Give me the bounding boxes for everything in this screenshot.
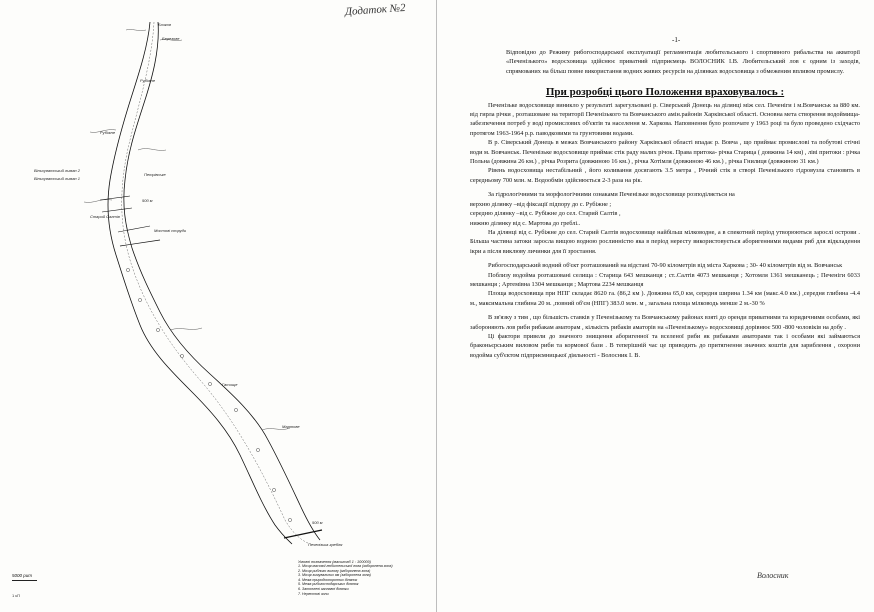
paragraph-sections-lead: За гідрологічними та морфологічними ознаками Печенізьке водосховище розподіляється на: [488, 191, 735, 199]
reservoir-outline-right: [124, 22, 320, 540]
map-label-dam-low: Вільхуватський лиман 1: [34, 176, 80, 181]
spawning-site: [288, 518, 291, 521]
spawning-site: [234, 408, 237, 411]
section-lower: нижню ділянку від с. Мартова до греблі..: [470, 219, 581, 227]
map-label-pyatnytske: Петрівське: [144, 172, 166, 177]
legend-item: 6. Затоплені заплавні ділянки: [298, 586, 349, 591]
map-legend: [298, 560, 418, 596]
corner-mark: 1 кП: [12, 593, 20, 598]
paragraph-settlements: Поблизу водойма розташовані селища : Старица 643 мешканця ; ст..Салтів 4073 мешканця ; Хотомля 1361 мешканець ; Печеніги 6033 мешканця ; Артемівна 1304 мешканця ; Мартова 2234 мешканця: [470, 271, 860, 288]
map-label-bottom-marker: 500 м: [312, 520, 323, 525]
bridge-line: [120, 240, 160, 246]
stream-east-1: [138, 149, 166, 151]
legend-item: 3. Місця зимувальних ям (заборонена зона): [298, 573, 371, 578]
legend-item: 5. Межа рибогосподарських ділянок: [298, 582, 359, 587]
paragraph-anglers: В зв'язку з тим , що більшість ставків у Печенізькому та Вовчанському районах взяті до оренди приватними та юридичними особами, які забороняють лов риби рибакам аматорам , кількість рибаків аматорів на «Печенізькому» водосховищі дорівнює 500 -800 чоловіків на добу .: [470, 314, 860, 331]
paragraph-distance: Рибогосподарський водний об'єкт розташований на відстані 70-90 кілометрів від міста Харкова ; 30- 40 кілометрів від м. Вовчанськ: [488, 262, 843, 270]
legend-item: 1. Місця масової любительської лова (заборонена зона): [298, 564, 393, 568]
page-number: -1-: [672, 36, 681, 44]
map-label-right-town: Мартове: [282, 424, 300, 429]
spawning-site: [256, 448, 259, 451]
river-channel: [122, 22, 310, 544]
legend-item: 7. Нерестові зони: [298, 591, 329, 596]
map-label-lower-town: Гатище: [222, 382, 238, 387]
map-label-bridge: Мостові споруди: [154, 228, 187, 233]
document-body: [470, 48, 860, 360]
map-label-mid-marker: 500 м: [142, 198, 153, 203]
map-label-dam-top: Вільхуватський лиман 2: [34, 168, 80, 173]
paragraph-shallows: На ділянці від с. Рубіжне до сел. Старий Салтів водосховище найбільш мілководне, а в спекотний період утворюються зарослі острови . Більша частина затоки заросла вищою водною рослинністю яка в період нересту використовується аборигенними видами риб для відкладення ікри а після виклюву личинки для її зростання.: [470, 228, 860, 255]
legend-item: 4. Межа природоохоронних ділянок: [298, 577, 358, 582]
legend-item: 2. Місця рибного вилову (заборонена зона): [298, 568, 371, 573]
stream-north-1: [126, 29, 146, 30]
section-line-mid: [118, 226, 150, 232]
paragraph-tributaries: В р. Сіверський Донець в межах Вовчанського району Харківської області впадає р. Вовча , що приймає промислові та побутові стічні води м. Вовчанськ. Печенізьке водосховище приймає стік раду малих річок. Права притока- річка Старица ( довжина 14 км) , ліві притоки : річка Польна (довжина 26 км.) , річка Розрита (довжиною 16 км.) , річка Хотімля (довжиною 46 км.) , річка Гнилиця (довжиною 31 км.): [470, 139, 860, 166]
reservoir-outline-left: [108, 22, 292, 544]
map-label-north-town2: Березове: [162, 36, 180, 41]
paragraph-origin: Печенізьке водосховище виникло у результаті зарегульовані р. Сіверський Донець на ділянці між сел. Печеніги і м.Вовчанськ за 880 км. від гирла річки , розташоване на території Печенізького та Вовчанського амін.районів Харківської області. Основна мета створення водоймища- забезпечення потреб у воді промислових об'єктів та населення м. Харкова. Наповнення було розпочате у 1963 році та було проведено східчасто протягом 1963-1964 р.р. паводковими та грунтовими водами.: [470, 101, 860, 137]
map-label-rubizhne-mid: Рубіжне: [100, 130, 116, 135]
dam-line-lower: [102, 208, 132, 212]
map-label-rubizhne-top: Рубіжне: [140, 78, 156, 83]
spawning-site: [126, 268, 129, 271]
scale-bar: [12, 580, 37, 581]
stream-east-2: [170, 328, 202, 330]
dam-line-bottom: [284, 530, 322, 538]
spawning-site: [138, 298, 141, 301]
spawning-site: [208, 382, 211, 385]
map-label-dam-bottom: Печенізька гребля: [308, 542, 343, 547]
section-middle: середню ділянку –від с. Рубіжне до сел. Старий Салтів ,: [470, 210, 621, 218]
map-label-stary-saltiv: Старий Салтів: [90, 214, 120, 219]
paragraph-factors: Ці фактори привели до значного знищення аборигенної та вселеної риби як рибаками аматорами так і особами які займаються браконьєрським виловом риби та кормової бази . В теперішній час це приводить до притягнення значних коштів для зариблення , охорони водойма суб'єктом підприємницької діяльності - Волосник І. В.: [470, 332, 860, 359]
section-upper: верхню ділянку –від фіксації підпору до с. Рубіжне ;: [470, 200, 612, 208]
legend-title: Умовні позначення (масштаб 1 : 100000): [298, 560, 371, 564]
paragraph-water-level: Рівень водосховища нестабільний , його коливання досягають 3.5 метра , Річний стік в створі Печенізького гідровузла становить в середньому 700 млн. м. Водообмін здійснюється 2-3 раза на рік.: [470, 167, 860, 184]
signature: Волосник: [757, 571, 789, 580]
spawning-site: [180, 354, 183, 357]
intro-paragraph: Відповідно до Режиму рибогосподарської експлуатації регламентація любительського і спортивного рибальства на акваторії «Печенізького» водосховища здійснює приватний підприємець ВОЛОСНИК І.В. Любительський лов є одним із заходів, спрямованих на більш повне використання водних живих ресурсів на ділянках водосховища з обмеженим впливом промислу.: [506, 49, 860, 75]
scale-label: 5000 рит: [12, 573, 33, 578]
section-heading: При розробці цього Положення враховувалось :: [545, 86, 785, 99]
spawning-site: [156, 328, 159, 331]
spawning-site: [272, 488, 275, 491]
map-label-north-town: Бочков: [158, 22, 171, 27]
appendix-stamp: Додаток №2: [344, 1, 406, 19]
paragraph-area: Площа водосховища при НПГ складає 8620 га. (86,2 км ). Довжина 65,0 км, середня ширина 1.34 км (макс.4.0 км.) ,середня глибина -4.4 м., максимальна глибина 20 м. ,повний об'єм (НПГ) 383.0 млн. м , загальна площа мілководь менше 2 м.-30 %: [470, 290, 860, 307]
dam-line-upper: [100, 196, 130, 200]
